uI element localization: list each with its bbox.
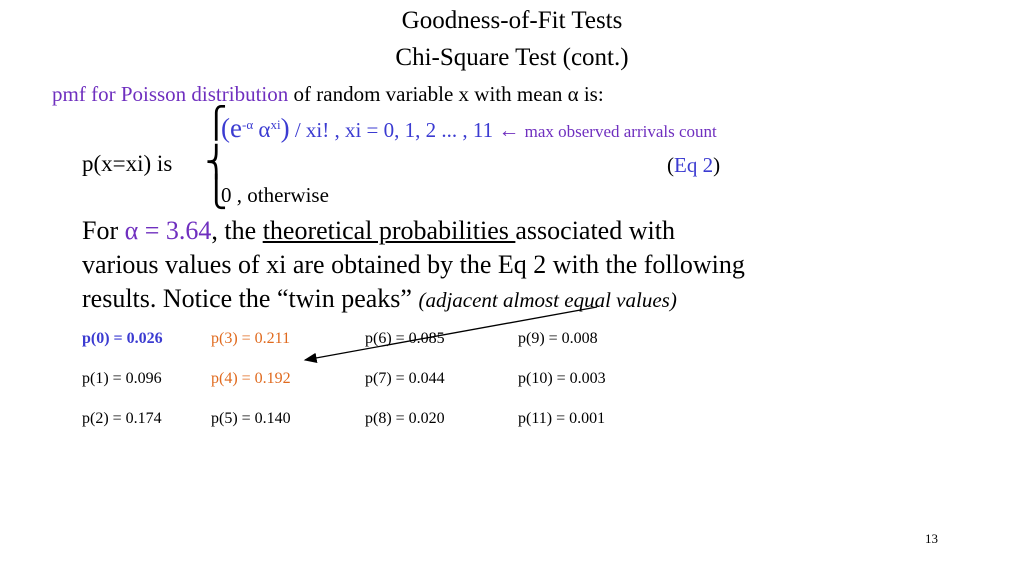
intro-rest: of random variable x with mean α is: — [293, 82, 604, 106]
twin-peaks-note: (adjacent almost equal values) — [418, 288, 677, 312]
slide-title: Goodness-of-Fit Tests — [401, 7, 623, 34]
prob-p5: p(5) = 0.140 — [211, 410, 291, 427]
paragraph-line-2: various values of xi are obtained by the Eq 2 with the following — [82, 250, 745, 279]
twin-peaks-text: results. Notice the “twin peaks” — [82, 284, 419, 313]
case1-note: max observed arrivals count — [524, 122, 717, 141]
brace-top: ⎧ — [205, 107, 228, 140]
prob-p2: p(2) = 0.174 — [82, 410, 162, 427]
prob-p7: p(7) = 0.044 — [365, 370, 445, 387]
prob-p10: p(10) = 0.003 — [518, 370, 606, 387]
case1-close-paren: ) — [280, 113, 290, 143]
prob-p0-text: p(0) = 0.026 — [82, 330, 163, 347]
alpha-value: α = 3.64 — [124, 216, 212, 245]
brace-bottom: ⎩ — [205, 176, 228, 209]
eq-close: ) — [713, 153, 721, 177]
arrow-line — [305, 307, 597, 360]
intro-highlight: pmf for Poisson distribution — [52, 82, 289, 106]
para-the: , the — [211, 216, 263, 245]
pmf-case-2: 0 , otherwise — [221, 183, 329, 207]
prob-p3: p(3) = 0.211 — [211, 330, 291, 347]
prob-p9: p(9) = 0.008 — [518, 330, 598, 347]
prob-p1: p(1) = 0.096 — [82, 370, 162, 387]
case1-open-paren: (e — [221, 113, 242, 143]
brace-middle: ⎨ — [205, 146, 228, 179]
prob-p11: p(11) = 0.001 — [518, 410, 606, 427]
left-arrow-icon: ← — [498, 118, 520, 142]
eq-open: ( — [667, 153, 674, 177]
page-number: 13 — [925, 531, 938, 546]
para-for: For — [82, 216, 125, 245]
prob-p8: p(8) = 0.020 — [365, 410, 445, 427]
case1-rest: / xi! , xi = 0, 1, 2 ... , 11 — [294, 118, 494, 142]
case1-exponent-xi: xi — [270, 117, 281, 132]
prob-p6: p(6) = 0.085 — [365, 330, 445, 347]
theoretical-probabilities: theoretical probabilities — [262, 216, 516, 245]
case1-exponent-neg-alpha: -α — [241, 117, 254, 132]
slide-subtitle: Chi-Square Test (cont.) — [395, 44, 629, 71]
case1-alpha: α — [258, 117, 271, 142]
prob-p4: p(4) = 0.192 — [211, 370, 291, 387]
pmf-lhs: p(x=xi) is — [82, 151, 173, 176]
eq-label-text: Eq 2 — [674, 153, 714, 177]
para-associated: associated with — [515, 216, 675, 245]
